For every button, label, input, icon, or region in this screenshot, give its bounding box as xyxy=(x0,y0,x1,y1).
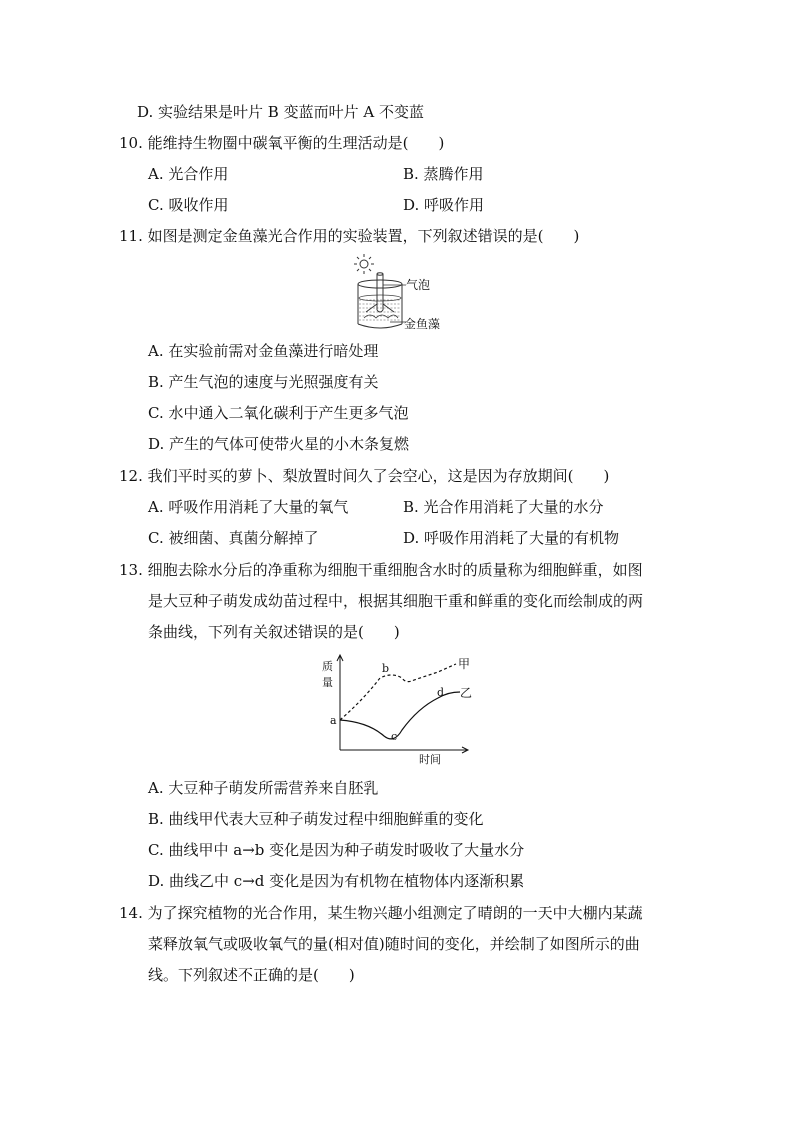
point-b-label: b xyxy=(382,662,390,675)
label-pondweed: 金鱼藻 xyxy=(404,317,441,331)
q10-option-c: C. 吸收作用 xyxy=(148,196,229,214)
q13-stem-line-2: 是大豆种子萌发成幼苗过程中，根据其细胞干重和鲜重的变化而绘制成的两 xyxy=(148,592,644,610)
q9-option-d: D. 实验结果是叶片 B 变蓝而叶片 A 不变蓝 xyxy=(137,103,424,121)
q14-stem-line-3: 线。下列叙述不正确的是( ) xyxy=(148,966,355,984)
q11-option-d: D. 产生的气体可使带火星的小木条复燃 xyxy=(148,435,410,453)
q11-option-b: B. 产生气泡的速度与光照强度有关 xyxy=(148,373,379,391)
q12-option-b: B. 光合作用消耗了大量的水分 xyxy=(403,498,604,516)
y-axis-label-1: 质 xyxy=(322,660,333,673)
pondweed-plant xyxy=(364,315,398,318)
q10-option-d: D. 呼吸作用 xyxy=(403,196,485,214)
q11-option-a: A. 在实验前需对金鱼藻进行暗处理 xyxy=(148,342,379,360)
q11-stem: 11. 如图是测定金鱼藻光合作用的实验装置，下列叙述错误的是( ) xyxy=(119,227,580,245)
q11-option-c: C. 水中通入二氧化碳利于产生更多气泡 xyxy=(148,404,409,422)
y-axis-label-2: 量 xyxy=(322,676,333,689)
point-c-label: c xyxy=(391,730,398,743)
q10-option-b: B. 蒸腾作用 xyxy=(403,165,484,183)
beaker xyxy=(358,280,402,328)
sun-icon xyxy=(354,254,374,274)
q10-stem: 10. 能维持生物圈中碳氧平衡的生理活动是( ) xyxy=(119,134,445,152)
q12-stem: 12. 我们平时买的萝卜、梨放置时间久了会空心，这是因为存放期间( ) xyxy=(119,467,610,485)
q12-option-c: C. 被细菌、真菌分解掉了 xyxy=(148,529,319,547)
q13-stem-line-1: 13. 细胞去除水分后的净重称为细胞干重细胞含水时的质量称为细胞鲜重，如图 xyxy=(119,561,643,579)
point-a-label: a xyxy=(330,714,337,727)
curve-yi-label: 乙 xyxy=(460,686,473,700)
q13-option-c: C. 曲线甲中 a→b 变化是因为种子萌发时吸收了大量水分 xyxy=(148,841,525,859)
q13-option-a: A. 大豆种子萌发所需营养来自胚乳 xyxy=(148,779,379,797)
curve-yi xyxy=(340,692,460,739)
q12-option-d: D. 呼吸作用消耗了大量的有机物 xyxy=(403,529,620,547)
q10-option-a: A. 光合作用 xyxy=(148,165,229,183)
q14-stem-line-2: 菜释放氧气或吸收氧气的量(相对值)随时间的变化，并绘制了如图所示的曲 xyxy=(148,935,640,953)
q12-option-a: A. 呼吸作用消耗了大量的氧气 xyxy=(148,498,349,516)
q13-option-d: D. 曲线乙中 c→d 变化是因为有机物在植物体内逐渐积累 xyxy=(148,872,525,890)
q14-stem-line-1: 14. 为了探究植物的光合作用，某生物兴趣小组测定了晴朗的一天中大棚内某蔬 xyxy=(119,904,643,922)
q13-stem-line-3: 条曲线，下列有关叙述错误的是( ) xyxy=(148,623,400,641)
curve-jia-label: 甲 xyxy=(458,657,471,671)
point-d-label: d xyxy=(437,686,445,699)
label-bubble: 气泡 xyxy=(406,278,431,292)
test-tube xyxy=(377,273,383,312)
q11-apparatus-figure xyxy=(340,252,460,334)
q13-option-b: B. 曲线甲代表大豆种子萌发过程中细胞鲜重的变化 xyxy=(148,810,484,828)
x-axis-label: 时间 xyxy=(419,753,441,766)
q13-weight-curve-figure xyxy=(318,652,478,770)
